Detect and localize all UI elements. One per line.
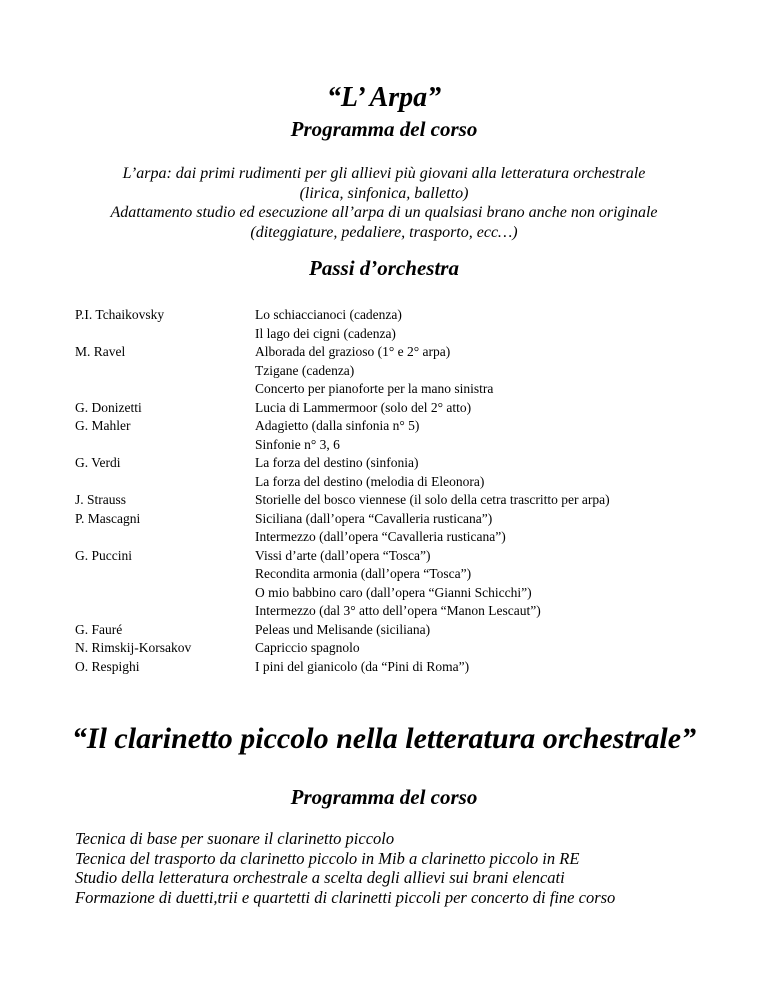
composer-name: N. Rimskij-Korsakov: [75, 640, 192, 655]
repertoire-row: [75, 417, 610, 436]
repertoire-row: [75, 399, 610, 418]
harp-title: “L’ Arpa”: [326, 82, 442, 113]
composer-name: G. Mahler: [75, 418, 131, 433]
composer-name: [75, 565, 255, 584]
harp-intro-line: (diteggiature, pedaliere, trasporto, ecc…): [250, 223, 518, 241]
composer-name: [75, 380, 255, 399]
repertoire-row: [75, 343, 610, 362]
clarinet-program-line: Formazione di duetti,trii e quartetti di clarinetti piccoli per concerto di fine corso: [75, 887, 616, 907]
composer-name: P.I. Tchaikovsky: [75, 307, 165, 322]
work-title: Intermezzo (dal 3° atto dell’opera “Manon Lescaut”): [255, 603, 541, 618]
work-title: La forza del destino (sinfonia): [255, 455, 419, 470]
clarinet-subtitle: Programma del corso: [290, 785, 478, 809]
repertoire-row: [75, 639, 610, 658]
repertoire-row: [75, 491, 610, 510]
harp-intro-line: (lirica, sinfonica, balletto): [299, 184, 469, 202]
composer-name: [75, 436, 255, 455]
repertoire-row: [75, 528, 610, 547]
composer-name: [75, 362, 255, 381]
work-title: O mio babbino caro (dall’opera “Gianni Schicchi”): [255, 584, 532, 600]
harp-intro-line: L’arpa: dai primi rudimenti per gli allievi più giovani alla letteratura orchestrale: [122, 165, 646, 182]
repertoire-row: [75, 362, 610, 381]
repertoire-row: [75, 547, 610, 566]
work-title: Lucia di Lammermoor (solo del 2° atto): [255, 399, 472, 415]
composer-name: J. Strauss: [75, 492, 127, 507]
work-title: Storielle del bosco viennese (il solo della cetra trascritto per arpa): [255, 492, 610, 507]
repertoire-section-title: Passi d’orchestra: [309, 256, 459, 280]
harp-intro-line: Adattamento studio ed esecuzione all’arpa di un qualsiasi brano anche non originale: [110, 204, 658, 221]
work-title: Vissi d’arte (dall’opera “Tosca”): [255, 547, 431, 563]
work-title: Alborada del grazioso (1° e 2° arpa): [255, 344, 451, 359]
clarinet-program-line: Tecnica del trasporto da clarinetto piccolo in Mib a clarinetto piccolo in RE: [75, 848, 580, 868]
clarinet-program-line: Tecnica di base per suonare il clarinetto piccolo: [75, 829, 395, 848]
composer-name: G. Donizetti: [75, 399, 142, 415]
repertoire-list: [75, 306, 610, 676]
harp-subtitle: Programma del corso: [290, 117, 478, 141]
repertoire-row: [75, 621, 610, 640]
work-title: I pini del gianicolo (da “Pini di Roma”): [255, 658, 470, 674]
repertoire-row: [75, 436, 610, 455]
composer-name: G. Puccini: [75, 547, 132, 563]
repertoire-row: [75, 584, 610, 603]
composer-name: [75, 473, 255, 492]
work-title: Adagietto (dalla sinfonia n° 5): [255, 418, 420, 433]
repertoire-row: [75, 602, 610, 621]
repertoire-row: [75, 306, 610, 325]
composer-name: [75, 528, 255, 547]
work-title: Peleas und Melisande (siciliana): [255, 621, 431, 637]
composer-name: O. Respighi: [75, 658, 140, 674]
work-title: Recondita armonia (dall’opera “Tosca”): [255, 566, 472, 581]
work-title: Intermezzo (dall’opera “Cavalleria rusticana”): [255, 529, 506, 544]
clarinet-program-line: Studio della letteratura orchestrale a scelta degli allievi sui brani elencati: [75, 868, 565, 887]
repertoire-row: [75, 510, 610, 529]
work-title: Sinfonie n° 3, 6: [255, 436, 340, 452]
repertoire-row: [75, 325, 610, 344]
work-title: Concerto per pianoforte per la mano sinistra: [255, 381, 494, 396]
repertoire-row: [75, 454, 610, 473]
harp-intro: [0, 164, 768, 242]
work-title: Siciliana (dall’opera “Cavalleria rusticana”): [255, 510, 493, 526]
repertoire-row: [75, 473, 610, 492]
work-title: Il lago dei cigni (cadenza): [255, 325, 396, 341]
work-title: Capriccio spagnolo: [255, 640, 360, 655]
clarinet-title: “Il clarinetto piccolo nella letteratura orchestrale”: [71, 722, 697, 755]
repertoire-row: [75, 565, 610, 584]
work-title: Tzigane (cadenza): [255, 362, 355, 378]
work-title: Lo schiaccianoci (cadenza): [255, 307, 402, 322]
composer-name: G. Fauré: [75, 621, 123, 637]
composer-name: P. Mascagni: [75, 510, 141, 526]
repertoire-row: [75, 380, 610, 399]
composer-name: G. Verdi: [75, 455, 121, 470]
composer-name: M. Ravel: [75, 344, 126, 359]
composer-name: [75, 602, 255, 621]
work-title: La forza del destino (melodia di Eleonora): [255, 473, 485, 489]
clarinet-program: [75, 829, 615, 907]
composer-name: [75, 584, 255, 603]
composer-name: [75, 325, 255, 344]
repertoire-row: [75, 658, 610, 677]
